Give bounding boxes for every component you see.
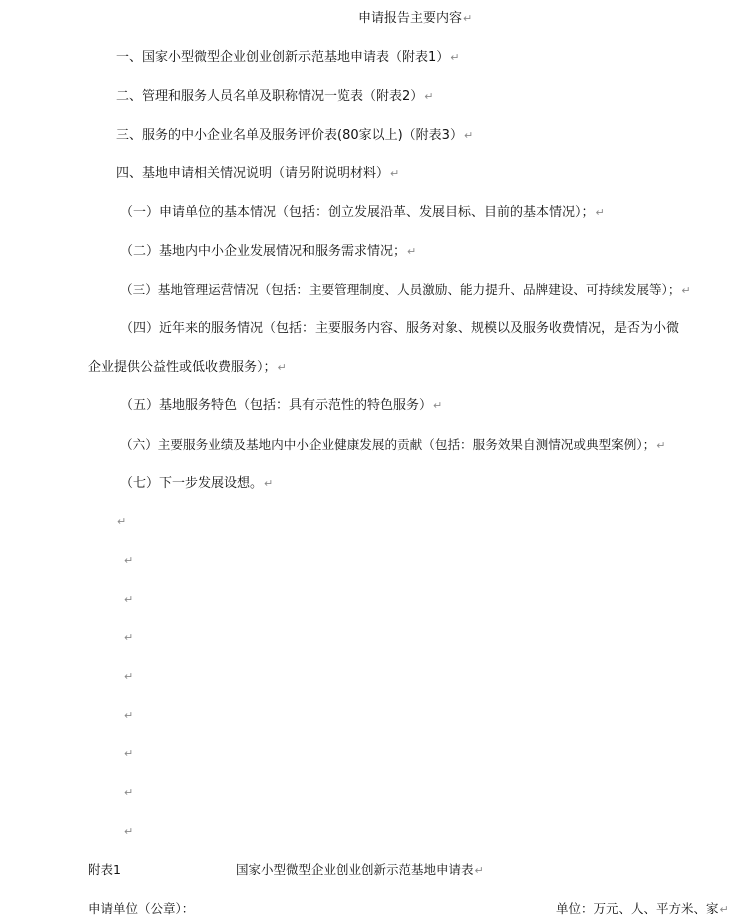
- item-3: （三）基地管理运营情况（包括：主要管理制度、人员激励、能力提升、品牌建设、可持续发展等）；↵: [120, 282, 691, 297]
- section-2: 二、管理和服务人员名单及职称情况一览表（附表2）↵: [116, 89, 434, 104]
- item-1: （一）申请单位的基本情况（包括：创立发展沿革、发展目标、目前的基本情况）；↵: [120, 205, 605, 220]
- empty-paragraph: ↵: [124, 786, 134, 799]
- document-title: 申请报告主要内容↵: [358, 11, 473, 26]
- item-2: （二）基地内中小企业发展情况和服务需求情况；↵: [120, 244, 417, 259]
- section-1: 一、国家小型微型企业创业创新示范基地申请表（附表1）↵: [116, 50, 460, 65]
- empty-paragraph: ↵: [124, 825, 134, 838]
- empty-paragraph: ↵: [124, 709, 134, 722]
- item-5: （五）基地服务特色（包括：具有示范性的特色服务）↵: [120, 398, 443, 413]
- item-7: （七）下一步发展设想。↵: [120, 476, 274, 491]
- empty-paragraph: ↵: [124, 670, 134, 683]
- empty-paragraph: ↵: [124, 631, 134, 644]
- item-4-line-1: （四）近年来的服务情况（包括：主要服务内容、服务对象、规模以及服务收费情况，是否为小微: [120, 321, 680, 336]
- appendix-title: 国家小型微型企业创业创新示范基地申请表↵: [236, 862, 484, 877]
- item-4-line-2: 企业提供公益性或低收费服务）；↵: [88, 360, 287, 375]
- appendix-label: 附表1: [88, 862, 121, 877]
- item-6: （六）主要服务业绩及基地内中小企业健康发展的贡献（包括：服务效果自测情况或典型案例）；↵: [120, 437, 666, 452]
- empty-paragraph: ↵: [124, 593, 134, 606]
- unit-label: 单位：万元、人、平方米、家↵: [556, 901, 729, 916]
- section-4: 四、基地申请相关情况说明（请另附说明材料）↵: [116, 166, 400, 181]
- empty-paragraph: ↵: [124, 747, 134, 760]
- empty-paragraph: ↵: [124, 554, 134, 567]
- section-3: 三、服务的中小企业名单及服务评价表(80家以上)（附表3）↵: [116, 128, 474, 143]
- empty-paragraph: ↵: [117, 515, 127, 528]
- applicant-label: 申请单位（公章）：: [88, 901, 195, 916]
